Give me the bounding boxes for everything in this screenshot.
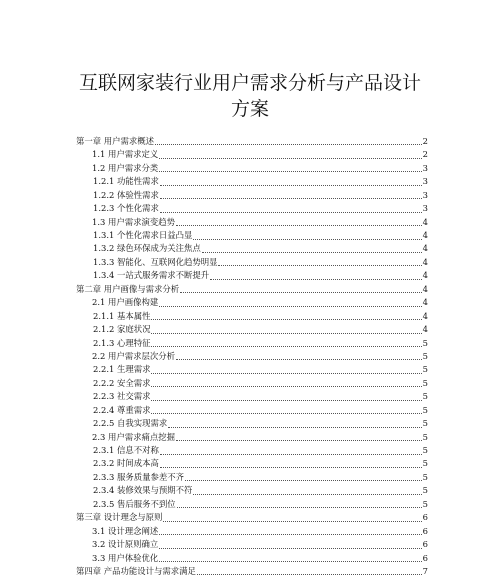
toc-leader-dots <box>210 279 422 280</box>
toc-entry-page-number: 4 <box>422 230 428 241</box>
toc-entry-page-number: 3 <box>422 203 428 214</box>
toc-leader-dots <box>185 480 422 481</box>
toc-entry[interactable] <box>76 337 428 350</box>
toc-entry[interactable] <box>76 511 428 524</box>
toc-entry-page-number: 5 <box>422 377 428 388</box>
toc-entry-label: 2.3.5 售后服务不到位 <box>93 498 176 509</box>
toc-entry[interactable] <box>76 175 428 188</box>
toc-leader-dots <box>151 413 421 414</box>
toc-leader-dots <box>160 185 422 186</box>
toc-entry-page-number: 4 <box>422 283 428 294</box>
toc-entry-page-number: 3 <box>422 176 428 187</box>
title-line-1: 互联网家装行业用户需求分析与产品设计 <box>78 72 421 94</box>
toc-leader-dots <box>159 171 421 172</box>
toc-leader-dots <box>177 507 422 508</box>
toc-entry[interactable] <box>76 202 428 215</box>
toc-entry[interactable] <box>76 363 428 376</box>
toc-entry-page-number: 5 <box>422 391 428 402</box>
toc-entry[interactable] <box>76 269 428 282</box>
toc-entry-page-number: 4 <box>422 243 428 254</box>
toc-entry[interactable] <box>76 431 428 444</box>
toc-entry-page-number: 5 <box>422 485 428 496</box>
toc-entry-page-number: 5 <box>422 418 428 429</box>
toc-entry-label: 1.3.3 智能化、互联网化趋势明显 <box>93 256 218 267</box>
toc-entry[interactable] <box>76 525 428 538</box>
toc-entry[interactable] <box>76 484 428 497</box>
toc-entry-label: 第一章 用户需求概述 <box>76 135 155 146</box>
toc-leader-dots <box>202 252 422 253</box>
toc-entry-page-number: 4 <box>422 324 428 335</box>
toc-leader-dots <box>197 574 422 575</box>
toc-entry-page-number: 5 <box>422 431 428 442</box>
toc-leader-dots <box>159 158 421 159</box>
toc-leader-dots <box>159 548 421 549</box>
toc-entry-label: 第三章 设计理念与原则 <box>76 512 163 523</box>
toc-entry-label: 2.1.3 心理特征 <box>93 337 151 348</box>
toc-entry[interactable] <box>76 229 428 242</box>
toc-entry-label: 1.2.3 个性化需求 <box>93 203 159 214</box>
toc-entry-page-number: 5 <box>422 445 428 456</box>
toc-entry-page-number: 4 <box>422 216 428 227</box>
toc-entry[interactable] <box>76 135 428 148</box>
toc-leader-dots <box>160 212 422 213</box>
toc-entry[interactable] <box>76 390 428 403</box>
toc-entry-page-number: 3 <box>422 189 428 200</box>
toc-entry-page-number: 6 <box>422 552 428 563</box>
toc-leader-dots <box>159 534 421 535</box>
toc-entry-page-number: 5 <box>422 364 428 375</box>
toc-leader-dots <box>176 225 422 226</box>
toc-leader-dots <box>160 454 422 455</box>
toc-entry[interactable] <box>76 350 428 363</box>
toc-entry[interactable] <box>76 189 428 202</box>
toc-entry[interactable] <box>76 296 428 309</box>
toc-entry[interactable] <box>76 538 428 551</box>
toc-entry[interactable] <box>76 377 428 390</box>
toc-entry-page-number: 6 <box>422 539 428 550</box>
toc-entry[interactable] <box>76 162 428 175</box>
toc-leader-dots <box>151 373 421 374</box>
toc-entry-page-number: 5 <box>422 498 428 509</box>
toc-entry[interactable] <box>76 417 428 430</box>
toc-entry-label: 2.1 用户画像构建 <box>92 297 159 308</box>
toc-leader-dots <box>193 239 421 240</box>
toc-entry-label: 2.2.5 自我实现需求 <box>93 418 168 429</box>
toc-entry-label: 2.1.1 基本属性 <box>93 310 151 321</box>
toc-entry-label: 1.1 用户需求定义 <box>92 149 159 160</box>
toc-entry-label: 1.2.2 体验性需求 <box>93 189 159 200</box>
toc-entry[interactable] <box>76 458 428 471</box>
toc-entry-page-number: 7 <box>422 565 428 576</box>
toc-entry[interactable] <box>76 471 428 484</box>
toc-entry-label: 2.2 用户需求层次分析 <box>92 350 175 361</box>
toc-entry-page-number: 4 <box>422 310 428 321</box>
toc-leader-dots <box>159 306 421 307</box>
toc-leader-dots <box>151 386 421 387</box>
toc-entry-label: 2.3.1 信息不对称 <box>93 445 159 456</box>
toc-entry-label: 3.2 设计原则确立 <box>92 539 159 550</box>
toc-entry-label: 2.2.4 尊重需求 <box>93 404 151 415</box>
toc-entry-label: 2.1.2 家庭状况 <box>93 324 151 335</box>
toc-entry-page-number: 2 <box>422 149 428 160</box>
title-line-2: 方案 <box>230 98 269 120</box>
toc-entry[interactable] <box>76 565 428 578</box>
toc-entry-label: 2.3.2 时间成本高 <box>93 458 159 469</box>
toc-entry-label: 1.3.2 绿色环保成为关注焦点 <box>93 243 201 254</box>
toc-entry[interactable] <box>76 148 428 161</box>
toc-leader-dots <box>160 467 422 468</box>
toc-leader-dots <box>151 400 421 401</box>
toc-entry[interactable] <box>76 283 428 296</box>
toc-entry-label: 3.1 设计理念阐述 <box>92 525 159 536</box>
toc-entry[interactable] <box>76 552 428 565</box>
document-title <box>40 70 460 122</box>
toc-leader-dots <box>193 494 421 495</box>
toc-leader-dots <box>218 265 421 266</box>
toc-entry[interactable] <box>76 256 428 269</box>
toc-leader-dots <box>160 198 422 199</box>
toc-leader-dots <box>176 440 422 441</box>
toc-entry-label: 3.3 用户体验优化 <box>92 552 159 563</box>
toc-entry-label: 1.3 用户需求演变趋势 <box>92 216 175 227</box>
toc-entry-page-number: 5 <box>422 471 428 482</box>
toc-entry-label: 1.3.1 个性化需求日益凸显 <box>93 230 193 241</box>
toc-entry-page-number: 6 <box>422 512 428 523</box>
toc-entry[interactable] <box>76 404 428 417</box>
toc-entry-page-number: 5 <box>422 404 428 415</box>
toc-entry-page-number: 4 <box>422 270 428 281</box>
toc-entry[interactable] <box>76 498 428 511</box>
toc-leader-dots <box>159 561 421 562</box>
toc-leader-dots <box>151 333 421 334</box>
toc-entry-page-number: 4 <box>422 256 428 267</box>
toc-entry[interactable] <box>76 243 428 256</box>
toc-entry-page-number: 5 <box>422 337 428 348</box>
toc-entry-label: 第四章 产品功能设计与需求满足 <box>76 565 196 576</box>
toc-entry-label: 1.3.4 一站式服务需求不断提升 <box>93 270 210 281</box>
toc-entry-page-number: 4 <box>422 297 428 308</box>
toc-entry-label: 1.2 用户需求分类 <box>92 162 159 173</box>
toc-entry-label: 1.2.1 功能性需求 <box>93 176 159 187</box>
toc-entry-page-number: 2 <box>422 135 428 146</box>
toc-entry-page-number: 3 <box>422 162 428 173</box>
toc-leader-dots <box>151 346 421 347</box>
toc-leader-dots <box>168 427 421 428</box>
toc-entry-label: 第二章 用户画像与需求分析 <box>76 283 180 294</box>
toc-entry[interactable] <box>76 444 428 457</box>
toc-entry[interactable] <box>76 216 428 229</box>
toc-entry-page-number: 5 <box>422 458 428 469</box>
toc-entry-label: 2.2.1 生理需求 <box>93 364 151 375</box>
toc-leader-dots <box>155 144 422 145</box>
toc-leader-dots <box>176 359 422 360</box>
toc-leader-dots <box>163 521 421 522</box>
toc-entry-label: 2.2.2 安全需求 <box>93 377 151 388</box>
toc-leader-dots <box>180 292 421 293</box>
toc-entry-label: 2.3 用户需求痛点挖掘 <box>92 431 175 442</box>
toc-entry-label: 2.3.4 装修效果与预期不符 <box>93 485 193 496</box>
toc-entry-page-number: 6 <box>422 525 428 536</box>
toc-leader-dots <box>151 319 421 320</box>
toc-entry-page-number: 5 <box>422 350 428 361</box>
toc-entry-label: 2.3.3 服务质量参差不齐 <box>93 471 184 482</box>
table-of-contents <box>76 135 428 578</box>
toc-entry[interactable] <box>76 310 428 323</box>
toc-entry[interactable] <box>76 323 428 336</box>
toc-entry-label: 2.2.3 社交需求 <box>93 391 151 402</box>
